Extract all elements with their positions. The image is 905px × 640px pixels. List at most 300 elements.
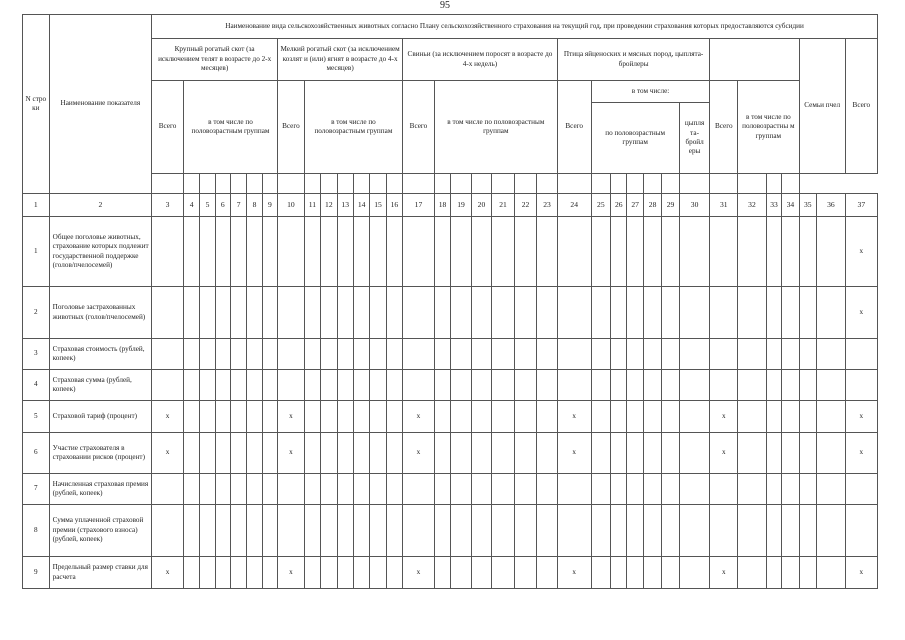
value-cell[interactable] <box>738 401 767 433</box>
value-cell[interactable] <box>627 287 643 339</box>
value-cell[interactable] <box>278 474 305 505</box>
value-cell[interactable] <box>200 505 215 557</box>
value-cell[interactable] <box>353 287 369 339</box>
value-cell[interactable] <box>403 505 435 557</box>
mark-cell[interactable]: x <box>403 433 435 474</box>
value-cell[interactable] <box>471 474 491 505</box>
value-cell[interactable] <box>738 217 767 287</box>
value-cell[interactable] <box>321 401 337 433</box>
value-cell[interactable] <box>782 401 799 433</box>
value-cell[interactable] <box>557 474 591 505</box>
value-cell[interactable] <box>679 217 710 287</box>
mark-cell[interactable]: x <box>557 433 591 474</box>
value-cell[interactable] <box>766 217 781 287</box>
value-cell[interactable] <box>321 474 337 505</box>
value-cell[interactable] <box>337 370 353 401</box>
value-cell[interactable] <box>215 401 230 433</box>
value-cell[interactable] <box>537 370 557 401</box>
value-cell[interactable] <box>152 339 184 370</box>
value-cell[interactable] <box>611 557 627 589</box>
value-cell[interactable] <box>247 287 262 339</box>
value-cell[interactable] <box>845 339 877 370</box>
value-cell[interactable] <box>591 217 610 287</box>
value-cell[interactable] <box>643 370 661 401</box>
mark-cell[interactable]: x <box>845 401 877 433</box>
value-cell[interactable] <box>386 557 402 589</box>
value-cell[interactable] <box>337 217 353 287</box>
value-cell[interactable] <box>262 287 277 339</box>
value-cell[interactable] <box>247 474 262 505</box>
mark-cell[interactable]: x <box>710 557 738 589</box>
value-cell[interactable] <box>434 287 450 339</box>
value-cell[interactable] <box>591 474 610 505</box>
value-cell[interactable] <box>370 557 386 589</box>
value-cell[interactable] <box>611 401 627 433</box>
value-cell[interactable] <box>537 557 557 589</box>
value-cell[interactable] <box>247 505 262 557</box>
value-cell[interactable] <box>262 401 277 433</box>
value-cell[interactable] <box>231 287 247 339</box>
value-cell[interactable] <box>304 370 320 401</box>
value-cell[interactable] <box>247 401 262 433</box>
mark-cell[interactable]: x <box>278 557 305 589</box>
value-cell[interactable] <box>183 287 199 339</box>
value-cell[interactable] <box>782 217 799 287</box>
value-cell[interactable] <box>782 433 799 474</box>
value-cell[interactable] <box>611 505 627 557</box>
value-cell[interactable] <box>353 401 369 433</box>
value-cell[interactable] <box>537 401 557 433</box>
value-cell[interactable] <box>370 217 386 287</box>
value-cell[interactable] <box>321 287 337 339</box>
value-cell[interactable] <box>278 505 305 557</box>
value-cell[interactable] <box>471 433 491 474</box>
value-cell[interactable] <box>662 474 679 505</box>
value-cell[interactable] <box>451 433 471 474</box>
value-cell[interactable] <box>200 557 215 589</box>
value-cell[interactable] <box>200 339 215 370</box>
value-cell[interactable] <box>679 474 710 505</box>
value-cell[interactable] <box>643 401 661 433</box>
value-cell[interactable] <box>183 505 199 557</box>
value-cell[interactable] <box>643 505 661 557</box>
value-cell[interactable] <box>215 339 230 370</box>
value-cell[interactable] <box>557 287 591 339</box>
value-cell[interactable] <box>817 401 846 433</box>
value-cell[interactable] <box>643 287 661 339</box>
value-cell[interactable] <box>262 339 277 370</box>
value-cell[interactable] <box>200 217 215 287</box>
value-cell[interactable] <box>643 474 661 505</box>
value-cell[interactable] <box>799 557 816 589</box>
value-cell[interactable] <box>337 433 353 474</box>
value-cell[interactable] <box>215 474 230 505</box>
mark-cell[interactable]: x <box>403 557 435 589</box>
value-cell[interactable] <box>471 287 491 339</box>
value-cell[interactable] <box>262 557 277 589</box>
value-cell[interactable] <box>183 401 199 433</box>
value-cell[interactable] <box>247 370 262 401</box>
value-cell[interactable] <box>304 474 320 505</box>
value-cell[interactable] <box>231 217 247 287</box>
value-cell[interactable] <box>817 339 846 370</box>
value-cell[interactable] <box>370 474 386 505</box>
value-cell[interactable] <box>799 217 816 287</box>
value-cell[interactable] <box>643 339 661 370</box>
value-cell[interactable] <box>738 557 767 589</box>
value-cell[interactable] <box>262 505 277 557</box>
value-cell[interactable] <box>662 401 679 433</box>
value-cell[interactable] <box>738 370 767 401</box>
value-cell[interactable] <box>434 370 450 401</box>
value-cell[interactable] <box>514 217 537 287</box>
value-cell[interactable] <box>492 505 515 557</box>
value-cell[interactable] <box>643 217 661 287</box>
value-cell[interactable] <box>434 217 450 287</box>
value-cell[interactable] <box>321 505 337 557</box>
value-cell[interactable] <box>215 557 230 589</box>
value-cell[interactable] <box>627 217 643 287</box>
mark-cell[interactable]: x <box>152 557 184 589</box>
value-cell[interactable] <box>591 287 610 339</box>
value-cell[interactable] <box>337 287 353 339</box>
value-cell[interactable] <box>679 557 710 589</box>
mark-cell[interactable]: x <box>403 401 435 433</box>
value-cell[interactable] <box>247 433 262 474</box>
value-cell[interactable] <box>492 217 515 287</box>
value-cell[interactable] <box>492 339 515 370</box>
value-cell[interactable] <box>782 557 799 589</box>
value-cell[interactable] <box>817 370 846 401</box>
value-cell[interactable] <box>451 474 471 505</box>
value-cell[interactable] <box>386 370 402 401</box>
value-cell[interactable] <box>537 287 557 339</box>
value-cell[interactable] <box>451 401 471 433</box>
value-cell[interactable] <box>278 370 305 401</box>
value-cell[interactable] <box>492 287 515 339</box>
mark-cell[interactable]: x <box>845 433 877 474</box>
value-cell[interactable] <box>471 339 491 370</box>
value-cell[interactable] <box>262 474 277 505</box>
value-cell[interactable] <box>662 217 679 287</box>
value-cell[interactable] <box>679 370 710 401</box>
mark-cell[interactable]: x <box>710 401 738 433</box>
value-cell[interactable] <box>492 557 515 589</box>
value-cell[interactable] <box>370 287 386 339</box>
value-cell[interactable] <box>321 370 337 401</box>
value-cell[interactable] <box>152 287 184 339</box>
value-cell[interactable] <box>353 505 369 557</box>
value-cell[interactable] <box>537 474 557 505</box>
value-cell[interactable] <box>611 433 627 474</box>
value-cell[interactable] <box>215 287 230 339</box>
value-cell[interactable] <box>152 474 184 505</box>
mark-cell[interactable]: x <box>557 401 591 433</box>
value-cell[interactable] <box>403 474 435 505</box>
value-cell[interactable] <box>514 474 537 505</box>
value-cell[interactable] <box>766 339 781 370</box>
value-cell[interactable] <box>152 505 184 557</box>
value-cell[interactable] <box>766 370 781 401</box>
value-cell[interactable] <box>557 370 591 401</box>
value-cell[interactable] <box>370 339 386 370</box>
value-cell[interactable] <box>514 557 537 589</box>
value-cell[interactable] <box>627 505 643 557</box>
value-cell[interactable] <box>492 433 515 474</box>
mark-cell[interactable]: x <box>845 217 877 287</box>
value-cell[interactable] <box>247 217 262 287</box>
value-cell[interactable] <box>662 505 679 557</box>
value-cell[interactable] <box>278 287 305 339</box>
value-cell[interactable] <box>738 433 767 474</box>
value-cell[interactable] <box>766 433 781 474</box>
value-cell[interactable] <box>337 557 353 589</box>
value-cell[interactable] <box>537 433 557 474</box>
value-cell[interactable] <box>627 370 643 401</box>
value-cell[interactable] <box>337 339 353 370</box>
value-cell[interactable] <box>304 217 320 287</box>
value-cell[interactable] <box>200 287 215 339</box>
value-cell[interactable] <box>403 370 435 401</box>
mark-cell[interactable]: x <box>557 557 591 589</box>
value-cell[interactable] <box>386 217 402 287</box>
value-cell[interactable] <box>799 401 816 433</box>
value-cell[interactable] <box>353 474 369 505</box>
value-cell[interactable] <box>262 433 277 474</box>
value-cell[interactable] <box>799 287 816 339</box>
value-cell[interactable] <box>231 401 247 433</box>
value-cell[interactable] <box>679 339 710 370</box>
value-cell[interactable] <box>304 287 320 339</box>
value-cell[interactable] <box>471 217 491 287</box>
value-cell[interactable] <box>557 217 591 287</box>
value-cell[interactable] <box>662 433 679 474</box>
mark-cell[interactable]: x <box>152 433 184 474</box>
mark-cell[interactable]: x <box>278 401 305 433</box>
value-cell[interactable] <box>611 287 627 339</box>
value-cell[interactable] <box>231 505 247 557</box>
value-cell[interactable] <box>451 287 471 339</box>
value-cell[interactable] <box>557 339 591 370</box>
mark-cell[interactable]: x <box>845 287 877 339</box>
value-cell[interactable] <box>817 557 846 589</box>
value-cell[interactable] <box>710 505 738 557</box>
value-cell[interactable] <box>353 370 369 401</box>
value-cell[interactable] <box>321 339 337 370</box>
value-cell[interactable] <box>353 557 369 589</box>
value-cell[interactable] <box>537 505 557 557</box>
value-cell[interactable] <box>817 433 846 474</box>
value-cell[interactable] <box>451 505 471 557</box>
value-cell[interactable] <box>321 217 337 287</box>
value-cell[interactable] <box>434 557 450 589</box>
value-cell[interactable] <box>492 474 515 505</box>
value-cell[interactable] <box>215 370 230 401</box>
value-cell[interactable] <box>434 474 450 505</box>
value-cell[interactable] <box>782 370 799 401</box>
value-cell[interactable] <box>215 433 230 474</box>
value-cell[interactable] <box>152 217 184 287</box>
value-cell[interactable] <box>451 339 471 370</box>
value-cell[interactable] <box>471 557 491 589</box>
value-cell[interactable] <box>386 287 402 339</box>
value-cell[interactable] <box>262 217 277 287</box>
value-cell[interactable] <box>710 370 738 401</box>
value-cell[interactable] <box>152 370 184 401</box>
value-cell[interactable] <box>247 339 262 370</box>
value-cell[interactable] <box>627 433 643 474</box>
value-cell[interactable] <box>591 339 610 370</box>
value-cell[interactable] <box>591 557 610 589</box>
value-cell[interactable] <box>434 505 450 557</box>
value-cell[interactable] <box>183 433 199 474</box>
value-cell[interactable] <box>611 370 627 401</box>
value-cell[interactable] <box>262 370 277 401</box>
mark-cell[interactable]: x <box>278 433 305 474</box>
value-cell[interactable] <box>471 370 491 401</box>
mark-cell[interactable]: x <box>845 557 877 589</box>
value-cell[interactable] <box>799 339 816 370</box>
value-cell[interactable] <box>337 401 353 433</box>
value-cell[interactable] <box>514 505 537 557</box>
value-cell[interactable] <box>679 287 710 339</box>
value-cell[interactable] <box>537 217 557 287</box>
value-cell[interactable] <box>782 287 799 339</box>
value-cell[interactable] <box>845 474 877 505</box>
value-cell[interactable] <box>215 505 230 557</box>
value-cell[interactable] <box>799 474 816 505</box>
value-cell[interactable] <box>738 474 767 505</box>
value-cell[interactable] <box>591 370 610 401</box>
value-cell[interactable] <box>183 339 199 370</box>
value-cell[interactable] <box>662 370 679 401</box>
value-cell[interactable] <box>766 287 781 339</box>
value-cell[interactable] <box>471 505 491 557</box>
value-cell[interactable] <box>337 474 353 505</box>
value-cell[interactable] <box>370 433 386 474</box>
value-cell[interactable] <box>782 339 799 370</box>
value-cell[interactable] <box>591 401 610 433</box>
value-cell[interactable] <box>679 505 710 557</box>
value-cell[interactable] <box>200 433 215 474</box>
value-cell[interactable] <box>766 505 781 557</box>
value-cell[interactable] <box>215 217 230 287</box>
value-cell[interactable] <box>766 401 781 433</box>
value-cell[interactable] <box>627 474 643 505</box>
value-cell[interactable] <box>304 557 320 589</box>
value-cell[interactable] <box>799 370 816 401</box>
value-cell[interactable] <box>403 339 435 370</box>
value-cell[interactable] <box>183 557 199 589</box>
value-cell[interactable] <box>386 339 402 370</box>
mark-cell[interactable]: x <box>152 401 184 433</box>
mark-cell[interactable]: x <box>710 433 738 474</box>
value-cell[interactable] <box>200 370 215 401</box>
value-cell[interactable] <box>278 339 305 370</box>
value-cell[interactable] <box>643 557 661 589</box>
value-cell[interactable] <box>386 401 402 433</box>
value-cell[interactable] <box>337 505 353 557</box>
value-cell[interactable] <box>514 401 537 433</box>
value-cell[interactable] <box>817 217 846 287</box>
value-cell[interactable] <box>386 474 402 505</box>
value-cell[interactable] <box>627 339 643 370</box>
value-cell[interactable] <box>514 433 537 474</box>
value-cell[interactable] <box>537 339 557 370</box>
value-cell[interactable] <box>370 505 386 557</box>
value-cell[interactable] <box>451 217 471 287</box>
value-cell[interactable] <box>231 474 247 505</box>
value-cell[interactable] <box>386 433 402 474</box>
value-cell[interactable] <box>662 557 679 589</box>
value-cell[interactable] <box>817 474 846 505</box>
value-cell[interactable] <box>231 557 247 589</box>
value-cell[interactable] <box>679 401 710 433</box>
value-cell[interactable] <box>591 505 610 557</box>
value-cell[interactable] <box>514 339 537 370</box>
value-cell[interactable] <box>304 433 320 474</box>
value-cell[interactable] <box>611 217 627 287</box>
value-cell[interactable] <box>799 433 816 474</box>
value-cell[interactable] <box>492 401 515 433</box>
value-cell[interactable] <box>738 339 767 370</box>
value-cell[interactable] <box>353 217 369 287</box>
value-cell[interactable] <box>845 370 877 401</box>
value-cell[interactable] <box>710 339 738 370</box>
value-cell[interactable] <box>451 557 471 589</box>
value-cell[interactable] <box>403 217 435 287</box>
value-cell[interactable] <box>231 433 247 474</box>
value-cell[interactable] <box>321 433 337 474</box>
value-cell[interactable] <box>679 433 710 474</box>
value-cell[interactable] <box>434 401 450 433</box>
value-cell[interactable] <box>304 339 320 370</box>
value-cell[interactable] <box>738 505 767 557</box>
value-cell[interactable] <box>591 433 610 474</box>
value-cell[interactable] <box>817 287 846 339</box>
value-cell[interactable] <box>710 287 738 339</box>
value-cell[interactable] <box>231 339 247 370</box>
value-cell[interactable] <box>662 339 679 370</box>
value-cell[interactable] <box>514 370 537 401</box>
value-cell[interactable] <box>200 474 215 505</box>
value-cell[interactable] <box>627 401 643 433</box>
value-cell[interactable] <box>817 505 846 557</box>
value-cell[interactable] <box>183 474 199 505</box>
value-cell[interactable] <box>231 370 247 401</box>
value-cell[interactable] <box>451 370 471 401</box>
value-cell[interactable] <box>710 474 738 505</box>
value-cell[interactable] <box>403 287 435 339</box>
value-cell[interactable] <box>247 557 262 589</box>
value-cell[interactable] <box>370 370 386 401</box>
value-cell[interactable] <box>434 339 450 370</box>
value-cell[interactable] <box>514 287 537 339</box>
value-cell[interactable] <box>611 339 627 370</box>
value-cell[interactable] <box>278 217 305 287</box>
value-cell[interactable] <box>782 505 799 557</box>
value-cell[interactable] <box>738 287 767 339</box>
value-cell[interactable] <box>611 474 627 505</box>
value-cell[interactable] <box>386 505 402 557</box>
value-cell[interactable] <box>304 401 320 433</box>
value-cell[interactable] <box>183 370 199 401</box>
value-cell[interactable] <box>321 557 337 589</box>
value-cell[interactable] <box>799 505 816 557</box>
value-cell[interactable] <box>434 433 450 474</box>
value-cell[interactable] <box>710 217 738 287</box>
value-cell[interactable] <box>643 433 661 474</box>
